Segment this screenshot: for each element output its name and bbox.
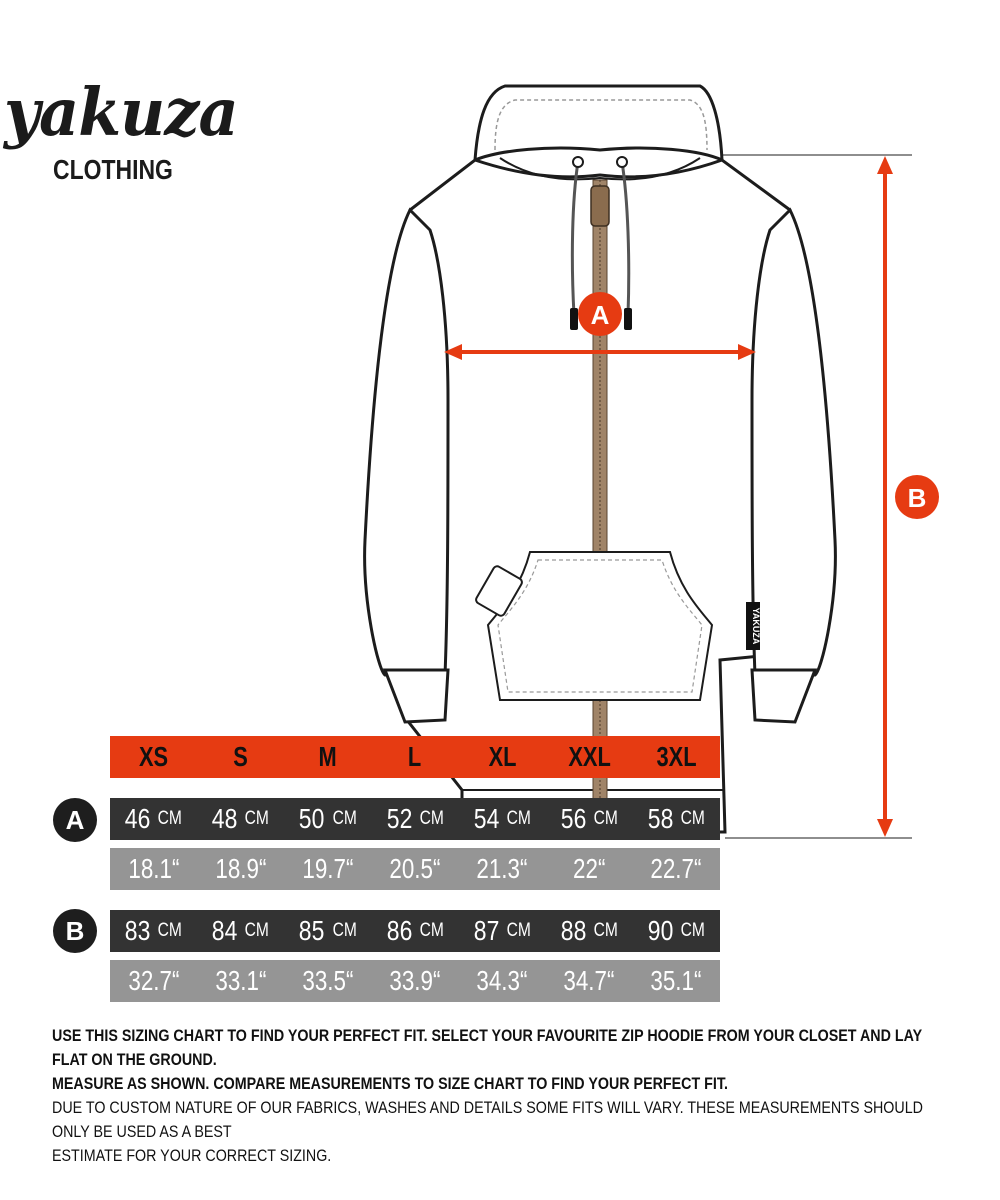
measure-a-cm: 50 (299, 803, 325, 834)
svg-text:A: A (590, 300, 610, 330)
measure-b-inch: 33.1“ (215, 965, 267, 996)
measure-a-inch: 19.7“ (302, 853, 354, 884)
measure-a-cm-row (110, 798, 720, 840)
measure-a-cm: 58 (647, 803, 674, 834)
size-label: XXL (567, 741, 611, 772)
measure-a-inch: 21.3“ (476, 853, 528, 884)
unit-cm: CM (506, 808, 531, 829)
right-sleeve (752, 210, 835, 675)
measure-b-cm: 85 (299, 915, 325, 946)
measure-b-cm-row (110, 910, 720, 952)
measure-b-cm: 84 (212, 915, 238, 946)
brand-logo-wordmark: yakuza (4, 74, 238, 151)
measure-a-cm: 46 (125, 803, 151, 834)
unit-cm: CM (332, 920, 357, 941)
measure-a-inch: 18.9“ (215, 853, 267, 884)
measure-a-cm: 54 (473, 803, 500, 834)
right-cuff (752, 670, 815, 722)
note-line-2: MEASURE AS SHOWN. COMPARE MEASUREMENTS TO SIZE CHART TO FIND YOUR PERFECT FIT. (52, 1074, 728, 1093)
badge-b: B (53, 909, 97, 953)
measure-b-cm: 90 (647, 915, 674, 946)
unit-cm: CM (245, 808, 270, 829)
measure-b-cm: 86 (386, 915, 412, 946)
measure-a-inch-row (110, 848, 720, 890)
svg-text:B: B (907, 483, 927, 513)
size-label: XL (488, 741, 517, 772)
measure-a-cm: 48 (212, 803, 238, 834)
left-sleeve (365, 210, 448, 675)
size-label: M (318, 741, 337, 772)
note-line-4: ESTIMATE FOR YOUR CORRECT SIZING. (52, 1146, 332, 1165)
measure-b-inch: 34.3“ (476, 965, 528, 996)
unit-cm: CM (419, 808, 444, 829)
left-cuff (385, 670, 448, 722)
unit-cm: CM (332, 808, 357, 829)
unit-cm: CM (245, 920, 270, 941)
measure-b-inch: 34.7“ (563, 965, 615, 996)
unit-cm: CM (680, 920, 706, 941)
hood-outline (475, 86, 722, 160)
size-label: 3XL (656, 741, 697, 772)
unit-cm: CM (419, 920, 444, 941)
measure-a-inch: 18.1“ (128, 853, 180, 884)
zipper-pull (591, 186, 609, 226)
size-label: L (408, 741, 422, 772)
kangaroo-pocket (488, 552, 712, 700)
measure-a-cm: 52 (386, 803, 412, 834)
measure-b-cm: 87 (473, 915, 500, 946)
brand-logo-subtitle: CLOTHING (53, 154, 173, 185)
measure-b-inch: 32.7“ (128, 965, 180, 996)
measure-a-cm: 56 (560, 803, 587, 834)
measure-b-inch: 35.1“ (650, 965, 702, 996)
note-line-1: USE THIS SIZING CHART TO FIND YOUR PERFECT FIT. SELECT YOUR FAVOURITE ZIP HOODIE FROM YOUR CLOSET AND LAY FLAT ON THE GROUND. (52, 1026, 922, 1069)
size-header-row (110, 736, 720, 778)
size-label: S (233, 741, 248, 772)
measure-b-cm: 83 (125, 915, 151, 946)
unit-cm: CM (158, 920, 183, 941)
measure-b-cm: 88 (560, 915, 587, 946)
measure-a-inch: 20.5“ (389, 853, 441, 884)
measure-b-inch: 33.5“ (302, 965, 354, 996)
unit-cm: CM (593, 808, 618, 829)
measure-b-inch: 33.9“ (389, 965, 441, 996)
size-label: XS (138, 741, 169, 772)
badge-a: A (53, 798, 97, 842)
unit-cm: CM (593, 920, 618, 941)
measure-a-inch: 22“ (573, 853, 606, 884)
unit-cm: CM (158, 808, 183, 829)
unit-cm: CM (506, 920, 531, 941)
unit-cm: CM (680, 808, 706, 829)
measure-b-inch-row (110, 960, 720, 1002)
measure-a-inch: 22.7“ (650, 853, 702, 884)
svg-text:YAKUZA: YAKUZA (751, 607, 761, 645)
sizing-notes (52, 1024, 952, 1168)
note-line-3: DUE TO CUSTOM NATURE OF OUR FABRICS, WASHES AND DETAILS SOME FITS WILL VARY. THESE MEASUREMENTS SHOULD ONLY BE USED AS A BEST (52, 1098, 923, 1141)
